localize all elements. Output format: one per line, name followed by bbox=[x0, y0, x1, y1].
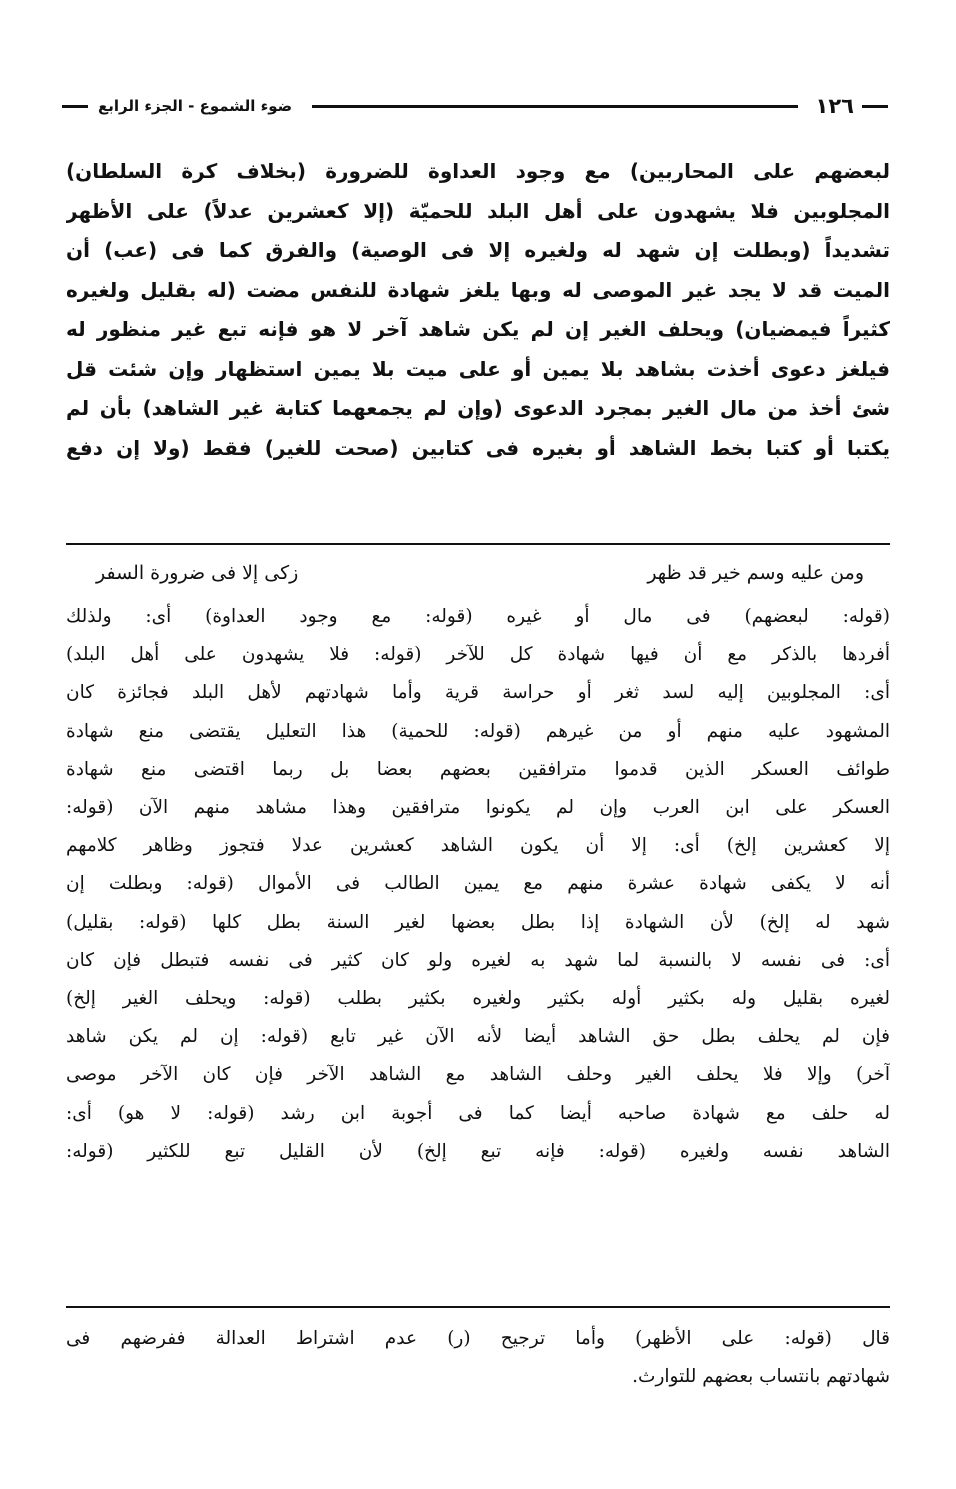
footnote-divider bbox=[66, 1306, 890, 1308]
page-number: ١٢٦ bbox=[815, 94, 854, 118]
commentary-line: العسكر على ابن العرب وإن لم يكونوا مترافقين وهذا مشاهد منهم الآن (قوله: bbox=[66, 797, 890, 819]
commentary-line: فإن لم يحلف بطل حق الشاهد أيضا لأنه الآن غير تابع (قوله: إن لم يكن شاهد bbox=[66, 1026, 890, 1048]
main-text-line: الميت قد لا يجد غير الموصى له وبها يلغز شهادة للنفس مضت (له بقليل ولغيره bbox=[66, 277, 890, 302]
commentary bbox=[66, 598, 890, 1171]
main-text-line: فيلغز دعوى أخذت بشاهد بلا يمين أو على ميت بلا يمين استظهار وإن شئت قل bbox=[66, 356, 890, 381]
main-text-line: كثيراً فيمضيان) ويحلف الغير إن لم يكن شاهد آخر لا هو فإنه تبع غير منظور له bbox=[66, 317, 890, 341]
commentary-line: أى: المجلوبين إليه لسد ثغر أو حراسة قرية وأما شهادتهم لأهل البلد فجائزة كان bbox=[66, 682, 890, 704]
footnote bbox=[66, 1320, 890, 1396]
commentary-line: آخر) وإلا فلا يحلف الغير وحلف الشاهد مع الشاهد الآخر فإن كان الآخر موصى bbox=[66, 1064, 890, 1086]
header-dash-right bbox=[862, 105, 888, 108]
commentary-line: أى: فى نفسه لا بالنسبة لما شهد به لغيره ولو كان كثير فى نفسه فتبطل فإن كان bbox=[66, 949, 890, 971]
footnote-line: شهادتهم بانتساب بعضهم للتوارث. bbox=[632, 1366, 890, 1387]
commentary-line: له حلف مع شهادة صاحبه أيضا كما فى أجوبة ابن رشد (قوله: لا هو) أى: bbox=[66, 1102, 890, 1124]
section-divider bbox=[66, 543, 890, 545]
commentary-line: طوائف العسكر الذين قدموا مترافقين بعضهم بعضا بل ربما اقتضى منع شهادة bbox=[66, 758, 890, 780]
main-text-line: تشديداً (وبطلت إن شهد له ولغيره إلا فى الوصية) والفرق كما فى (عب) أن bbox=[66, 238, 890, 262]
commentary-line: لغيره بقليل وله بكثير أوله بكثير ولغيره بكثير بطلب (قوله: ويحلف الغير إلخ) bbox=[66, 988, 890, 1010]
running-title: ضوء الشموع - الجزء الرابع bbox=[98, 97, 293, 115]
commentary-line: (قوله: لبعضهم) فى مال أو غيره (قوله: مع وجود العداوة) أى: ولذلك bbox=[66, 606, 890, 627]
main-text-line: المجلوبين فلا يشهدون على أهل البلد للحميّة (إلا كعشرين عدلاً) على الأظهر bbox=[66, 198, 890, 223]
commentary-line: الشاهد نفسه ولغيره (قوله: فإنه تبع إلخ) لأن القليل تبع للكثير (قوله: bbox=[66, 1140, 890, 1162]
commentary-line: المشهود عليه منهم أو من غيرهم (قوله: للحمية) هذا التعليل يقتضى منع شهادة bbox=[66, 720, 890, 742]
main-text-line: لبعضهم على المحاربين) مع وجود العداوة للضرورة (بخلاف كرة السلطان) bbox=[66, 159, 890, 183]
commentary-line: أنه لا يكفى شهادة عشرة منهم مع يمين الطالب فى الأموال (قوله: وبطلت إن bbox=[66, 873, 890, 895]
main-text-line: يكتبا أو كتبا بخط الشاهد أو بغيره فى كتابين (صحت للغير) فقط (ولا إن دفع bbox=[66, 435, 890, 460]
commentary-line: شهد له إلخ) لأن الشهادة إذا بطل بعضها لغير السنة بطل كلها (قوله: بقليل) bbox=[66, 911, 890, 933]
main-text bbox=[66, 152, 890, 468]
page-header bbox=[62, 92, 888, 120]
verse bbox=[96, 556, 864, 590]
header-rule bbox=[312, 105, 797, 108]
main-text-line: شئ أخذ من مال الغير بمجرد الدعوى (وإن لم يجمعهما كتابة غير الشاهد) بأن لم bbox=[66, 396, 890, 420]
commentary-line: أفردها بالذكر مع أن فيها شهادة كل للآخر (قوله: فلا يشهدون على أهل البلد) bbox=[66, 644, 890, 666]
header-dash-left bbox=[62, 105, 88, 108]
verse-hemistich-first: ومن عليه وسم خير قد ظهر bbox=[647, 562, 864, 584]
verse-hemistich-second: زكى إلا فى ضرورة السفر bbox=[96, 562, 299, 584]
commentary-line: إلا كعشرين إلخ) أى: إلا أن يكون الشاهد كعشرين عدلا فتجوز وظاهر كلامهم bbox=[66, 835, 890, 857]
footnote-line: قال (قوله: على الأظهر) وأما ترجيح (ر) عدم اشتراط العدالة ففرضهم فى bbox=[66, 1328, 890, 1349]
